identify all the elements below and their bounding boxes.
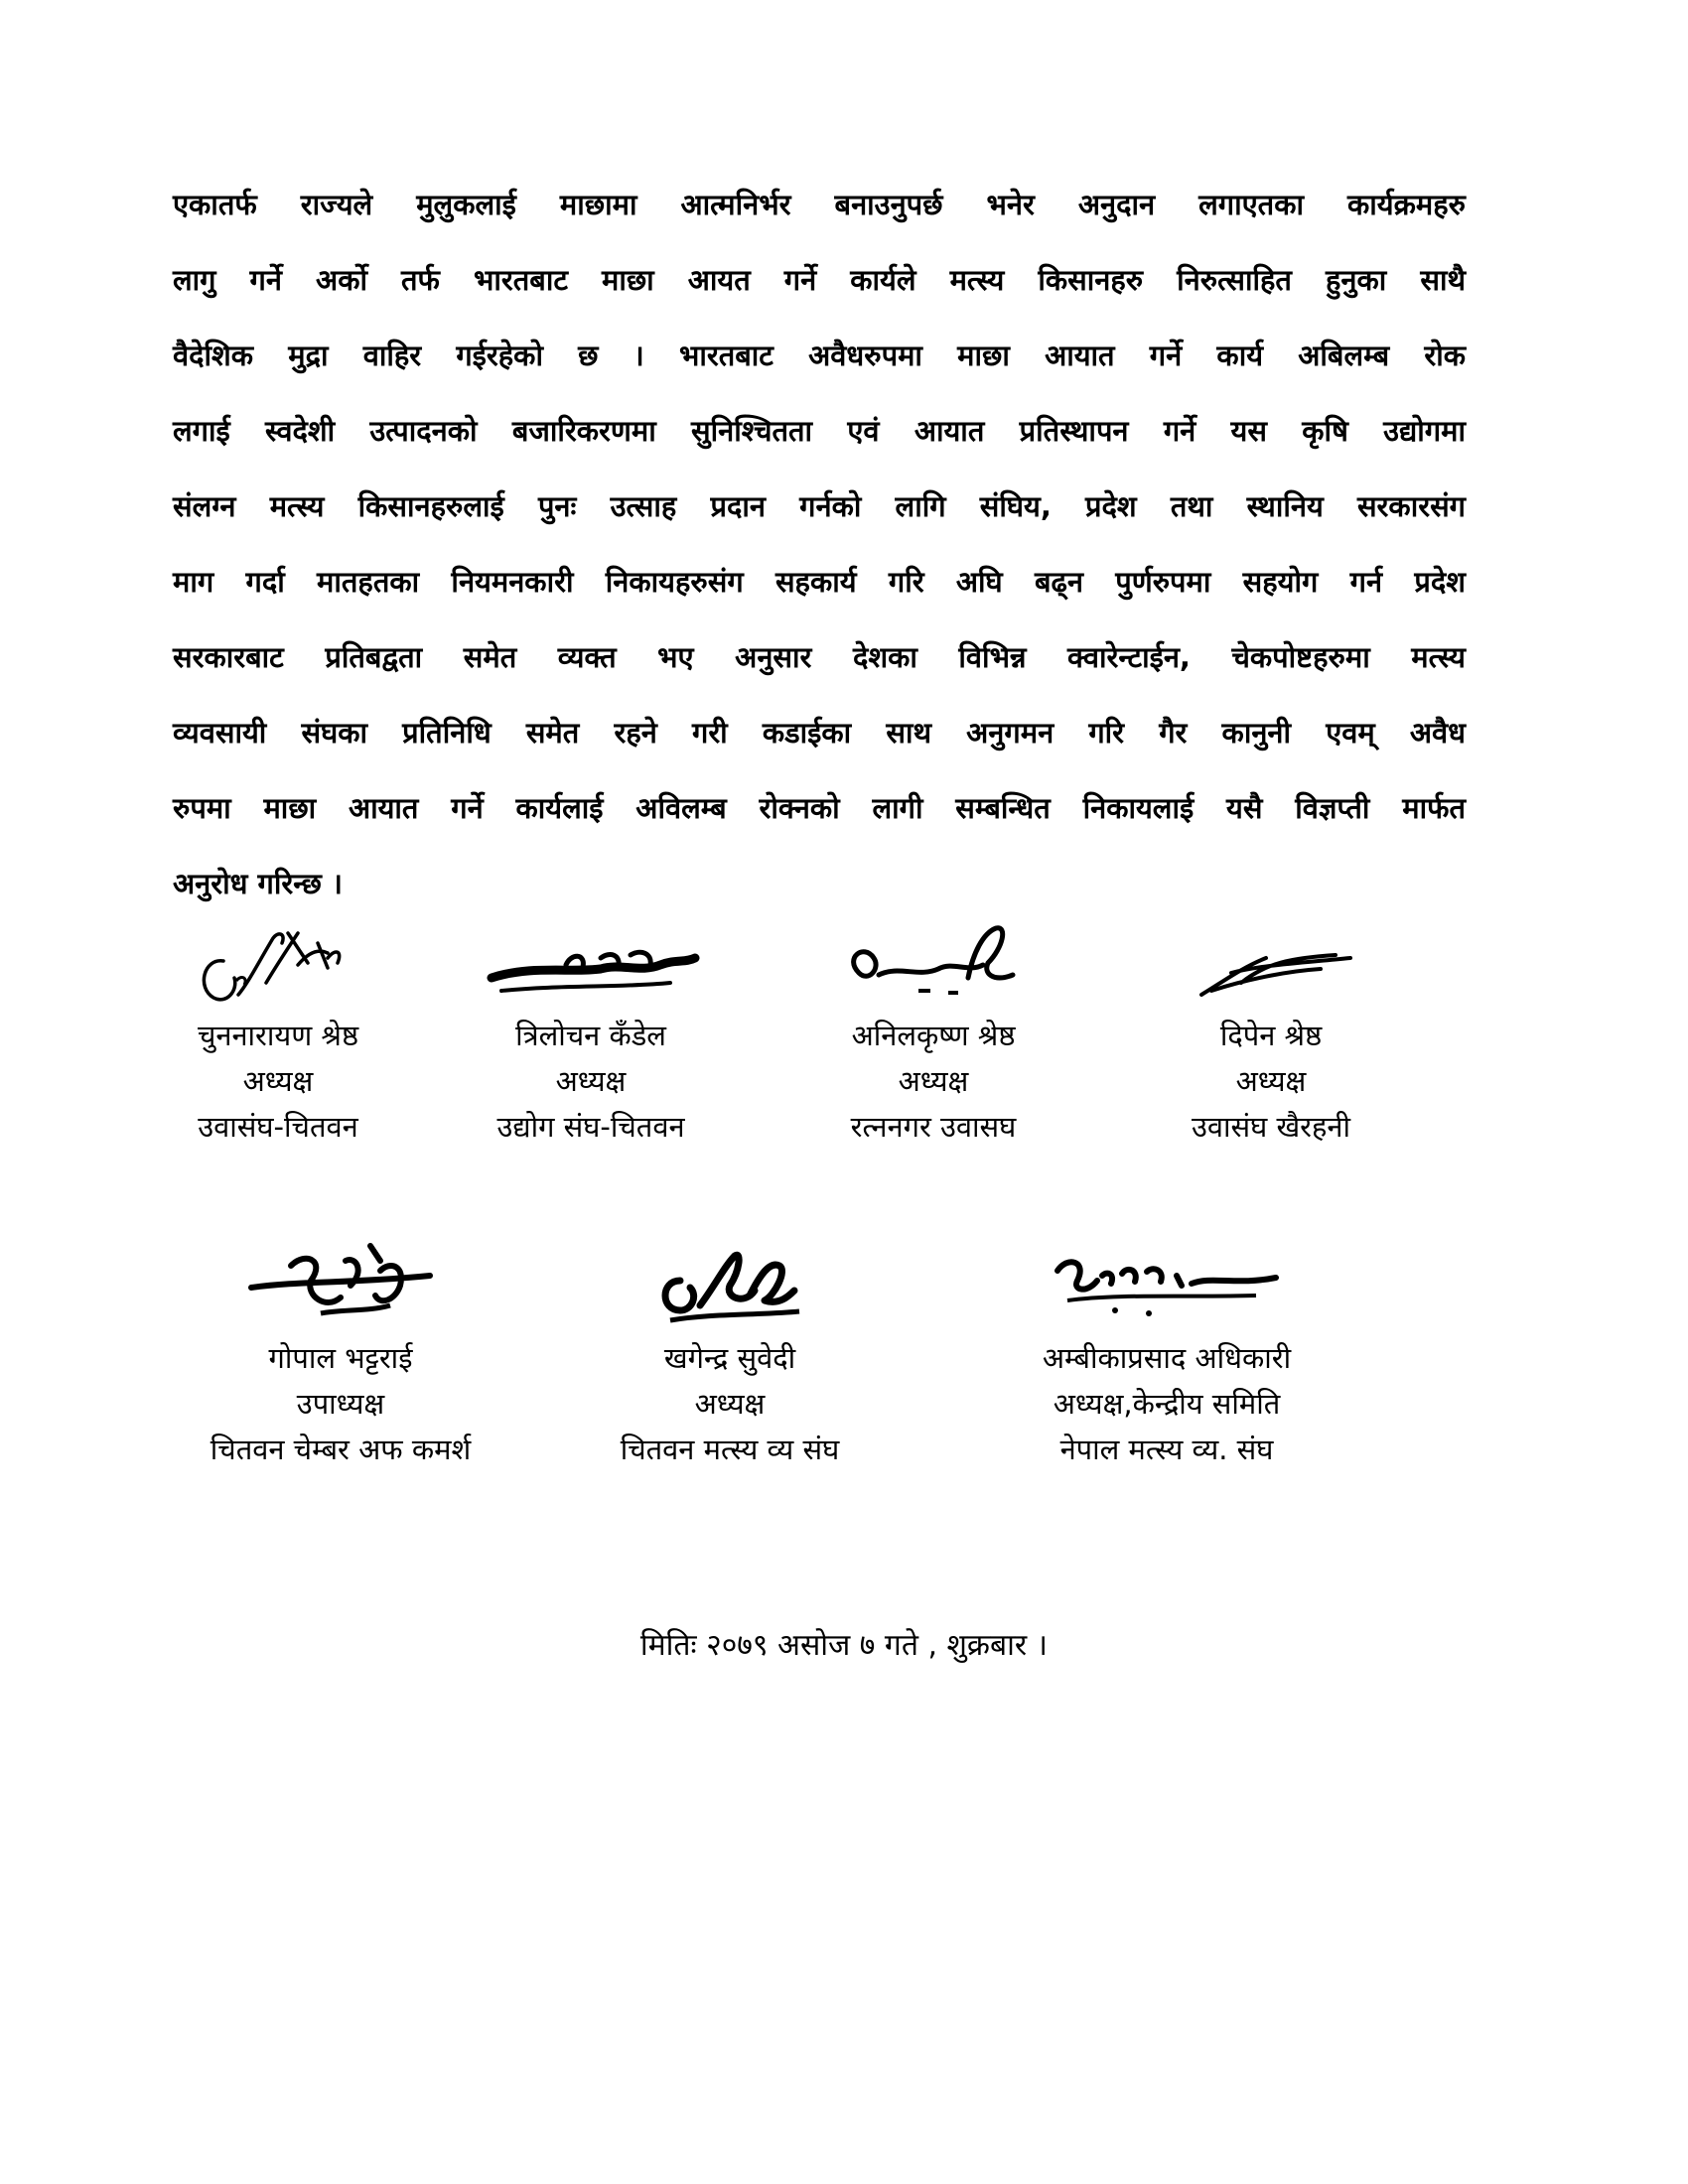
signatory-title: अध्यक्ष — [242, 1064, 314, 1098]
signatory-org: रत्ननगर उवासघ — [850, 1110, 1017, 1144]
signatory-name: गोपाल भट्टराई — [268, 1341, 413, 1375]
signatory-org: उवासंघ-चितवन — [198, 1110, 358, 1144]
signatory-name: अनिलकृष्ण श्रेष्ठ — [851, 1019, 1016, 1052]
signatory-org: नेपाल मत्स्य व्य. संघ — [1059, 1433, 1274, 1466]
signature-image — [179, 903, 377, 1013]
signatory-org: उद्योग संघ-चितवन — [496, 1110, 685, 1144]
signatory-name: अम्बीकाप्रसाद अधिकारी — [1042, 1341, 1292, 1375]
signatory-title: उपाध्यक्ष — [296, 1387, 385, 1421]
signatory-title: अध्यक्ष — [1235, 1064, 1307, 1098]
paragraph-line: लागु गर्ने अर्को तर्फ भारतबाट माछा आयत गर्ने कार्यले मत्स्य किसानहरु निरुत्साहित हुनुका साथै — [173, 262, 1466, 297]
signature-image — [231, 1226, 450, 1335]
signature-image — [1028, 1226, 1306, 1335]
signatory-title: अध्यक्ष,केन्द्रीय समिति — [1053, 1387, 1281, 1421]
signatory-org: उवासंघ खैरहनी — [1191, 1110, 1351, 1144]
signatory-block — [452, 903, 730, 1150]
signatory-name: त्रिलोचन कँडेल — [515, 1019, 666, 1052]
body-paragraph — [173, 167, 1466, 921]
signatory-org: चितवन मत्स्य व्य संघ — [620, 1433, 840, 1466]
date-line: मितिः २०७९ असोज ७ गते , शुक्रबार । — [639, 1628, 1049, 1663]
signatory-title: अध्यक्ष — [694, 1387, 766, 1421]
paragraph-line: वैदेशिक मुद्रा वाहिर गईरहेको छ । भारतबाट अवैधरुपमा माछा आयात गर्ने कार्य अबिलम्ब रोक — [173, 338, 1466, 372]
paragraph-line: अनुरोध गरिन्छ । — [173, 866, 343, 900]
signatory-block — [157, 1226, 524, 1472]
signatory-name: चुननारायण श्रेष्ठ — [197, 1019, 359, 1052]
signature-image — [472, 903, 710, 1013]
signature-image — [631, 1226, 829, 1335]
signatory-block — [799, 903, 1067, 1150]
paragraph-line: लगाई स्वदेशी उत्पादनको बजारिकरणमा सुनिश्चितता एवं आयात प्रतिस्थापन गर्ने यस कृषि उद्योगमा — [173, 413, 1466, 448]
paragraph-line: व्यवसायी संघका प्रतिनिधि समेत रहने गरी कडाईका साथ अनुगमन गरि गैर कानुनी एवम् अवैध — [173, 715, 1466, 750]
signatory-block — [561, 1226, 899, 1472]
paragraph-line: संलग्न मत्स्य किसानहरुलाई पुनः उत्साह प्रदान गर्नको लागि संघिय, प्रदेश तथा स्थानिय सरकारसंग — [173, 488, 1466, 523]
paragraph-line: एकातर्फ राज्यले मुलुकलाई माछामा आत्मनिर्भर बनाउनुपर्छ भनेर अनुदान लगाएतका कार्यक्रमहरु — [173, 187, 1466, 221]
paragraph-line: सरकारबाट प्रतिबद्वता समेत व्यक्त भए अनुसार देशका विभिन्न क्वारेन्टाईन, चेकपोष्टहरुमा मत्स्य — [173, 639, 1466, 674]
paragraph-line: रुपमा माछा आयात गर्ने कार्यलाई अविलम्ब रोक्नको लागी सम्बन्धित निकायलाई यसै विज्ञप्ती मार्फत — [173, 790, 1466, 825]
signature-image — [819, 903, 1048, 1013]
paragraph-line: माग गर्दा मातहतका नियमनकारी निकायहरुसंग सहकार्य गरि अघि बढ्न पुर्णरुपमा सहयोग गर्न प्रदेश — [173, 564, 1466, 599]
signature-image — [1172, 903, 1370, 1013]
signatory-name: खगेन्द्र सुवेदी — [663, 1341, 796, 1375]
signatory-org: चितवन चेम्बर अफ कमर्श — [210, 1433, 472, 1466]
signatory-title: अध्यक्ष — [898, 1064, 969, 1098]
signatory-name: दिपेन श्रेष्ठ — [1219, 1019, 1323, 1052]
signatory-title: अध्यक्ष — [555, 1064, 627, 1098]
signatory-block — [149, 903, 407, 1150]
signatory-block — [1142, 903, 1400, 1150]
signatory-block — [983, 1226, 1350, 1472]
